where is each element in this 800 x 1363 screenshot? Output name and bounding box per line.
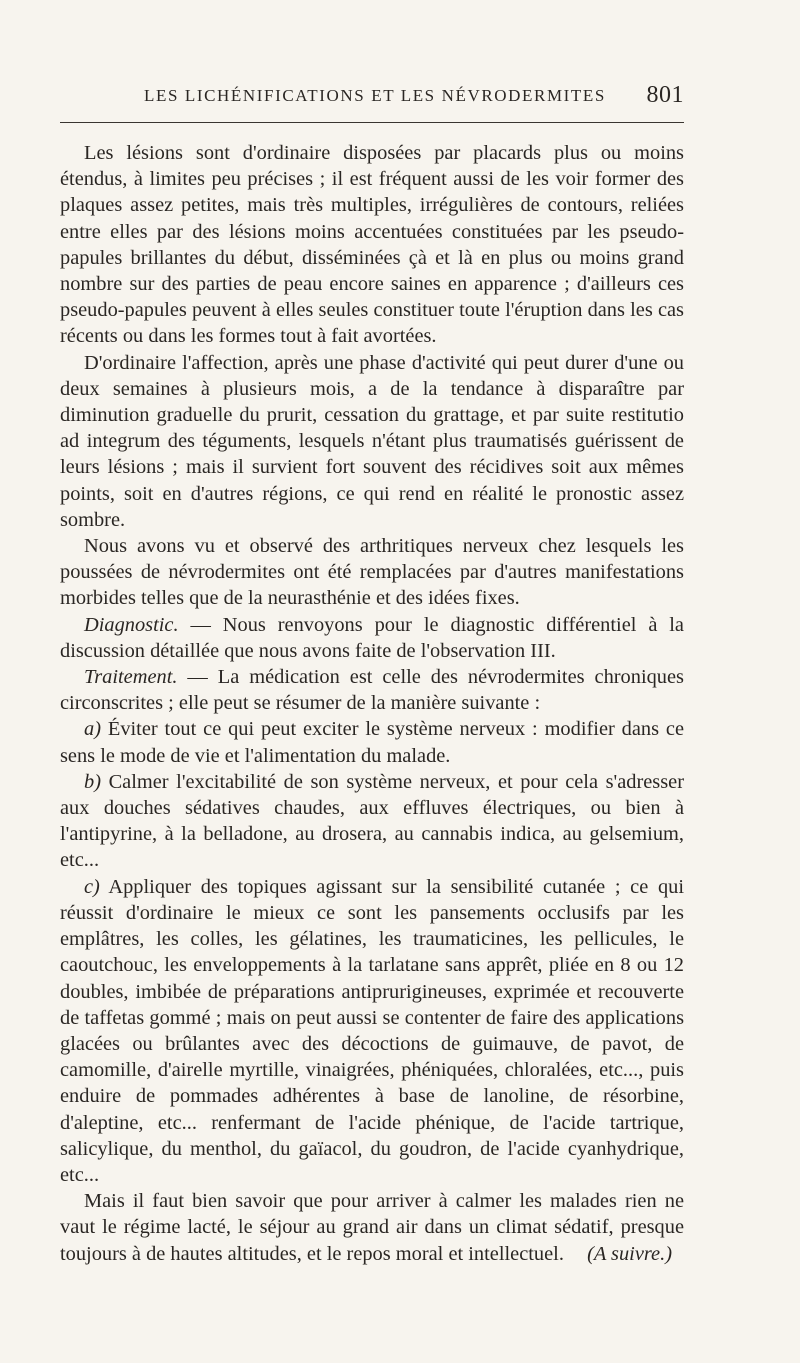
item-c-text: Appliquer des topiques agissant sur la sensibilité cutanée ; ce qui réussit d'ordinaire le mieux ce sont les pansements occlusifs par les emplâtres, les colles, les gélatines, les traumaticines, les pellicules, le caoutchouc, les enveloppements à la tarlatane sans apprêt, pliée en 8 ou 12 doubles, imbibée de préparations antiprurigineuses, exprimée et recouverte de taffetas gommé ; mais on peut aussi se contenter de faire des applications glacées ou brûlantes avec des décoctions de guimauve, de pavot, de camomille, d'airelle myrtille, vinaigrées, phéniquées, chloralées, etc..., puis enduire de pommades adhérentes à base de lanoline, de résorbine, d'aleptine, etc... renfermant de l'acide phénique, de l'acide tartrique, salicylique, du menthol, du gaïacol, du goudron, de l'acide cyanhydrique, etc... (60, 875, 684, 1186)
header-rule (60, 122, 684, 123)
item-b-text: Calmer l'excitabilité de son système nerveux, et pour cela s'adresser aux douches sédatives chaudes, aux effluves électriques, ou bien à l'antipyrine, à la belladone, au drosera, au cannabis indica, au gelsemium, etc... (60, 770, 684, 872)
item-c-label: c) (84, 875, 100, 898)
paragraph-arthritiques: Nous avons vu et observé des arthritiques nerveux chez lesquels les poussées de névrodermites ont été remplacées par d'autres manifestations morbides telles que de la neurasthénie et des idées fixes. (60, 535, 684, 610)
running-title: LES LICHÉNIFICATIONS ET LES NÉVRODERMITES (144, 86, 606, 105)
page-header (60, 82, 684, 112)
paragraph-traitement (60, 664, 684, 716)
traitement-text: — La médication est celle des névrodermites chroniques circonscrites ; elle peut se résumer de la manière suivante : (60, 666, 684, 715)
list-item-c (60, 874, 684, 1188)
item-a-text: Éviter tout ce qui peut exciter le système nerveux : modifier dans ce sens le mode de vie et l'alimentation du malade. (60, 718, 684, 767)
paragraph-lesions: Les lésions sont d'ordinaire disposées par placards plus ou moins étendus, à limites peu précises ; il est fréquent aussi de les voir former des plaques assez petites, mais très multiples, irrégulières de contours, reliées entre elles par des lésions moins accentuées constituées par les pseudo-papules brillantes du début, disséminées çà et là en plus ou moins grand nombre sur des parties de peau encore saines en apparence ; d'ailleurs ces pseudo-papules peuvent à elles seules constituer toute l'éruption dans les cas récents ou dans les formes tout à fait avortées. (60, 142, 684, 348)
item-a-label: a) (84, 718, 101, 741)
list-item-b (60, 769, 684, 874)
page-number: 801 (646, 82, 684, 108)
paragraph-evolution: D'ordinaire l'affection, après une phase d'activité qui peut durer d'une ou deux semaines à plusieurs mois, a de la tendance à disparaître par diminution graduelle du prurit, cessation du grattage, et par suite restitutio ad integrum des téguments, lesquels n'étant plus traumatisés guérissent de leurs lésions ; mais il survient fort souvent des récidives soit aux mêmes points, soit en d'autres régions, ce qui rend en réalité le pronostic assez sombre. (60, 351, 684, 531)
diagnostic-text: — Nous renvoyons pour le diagnostic différentiel à la discussion détaillée que nous avons faite de l'observation III. (60, 613, 684, 662)
continued-note: (A suivre.) (587, 1242, 672, 1265)
list-item-a (60, 716, 684, 768)
paragraph-conclusion: Mais il faut bien savoir que pour arriver à calmer les malades rien ne vaut le régime lacté, le séjour au grand air dans un climat sédatif, presque toujours à de hautes altitudes, et le repos moral et intellectuel. (60, 1190, 684, 1265)
item-b-label: b) (84, 770, 101, 793)
body-text (60, 140, 684, 1267)
paragraph-diagnostic (60, 612, 684, 664)
diagnostic-heading: Diagnostic. (84, 613, 179, 636)
traitement-heading: Traitement. (84, 666, 178, 689)
